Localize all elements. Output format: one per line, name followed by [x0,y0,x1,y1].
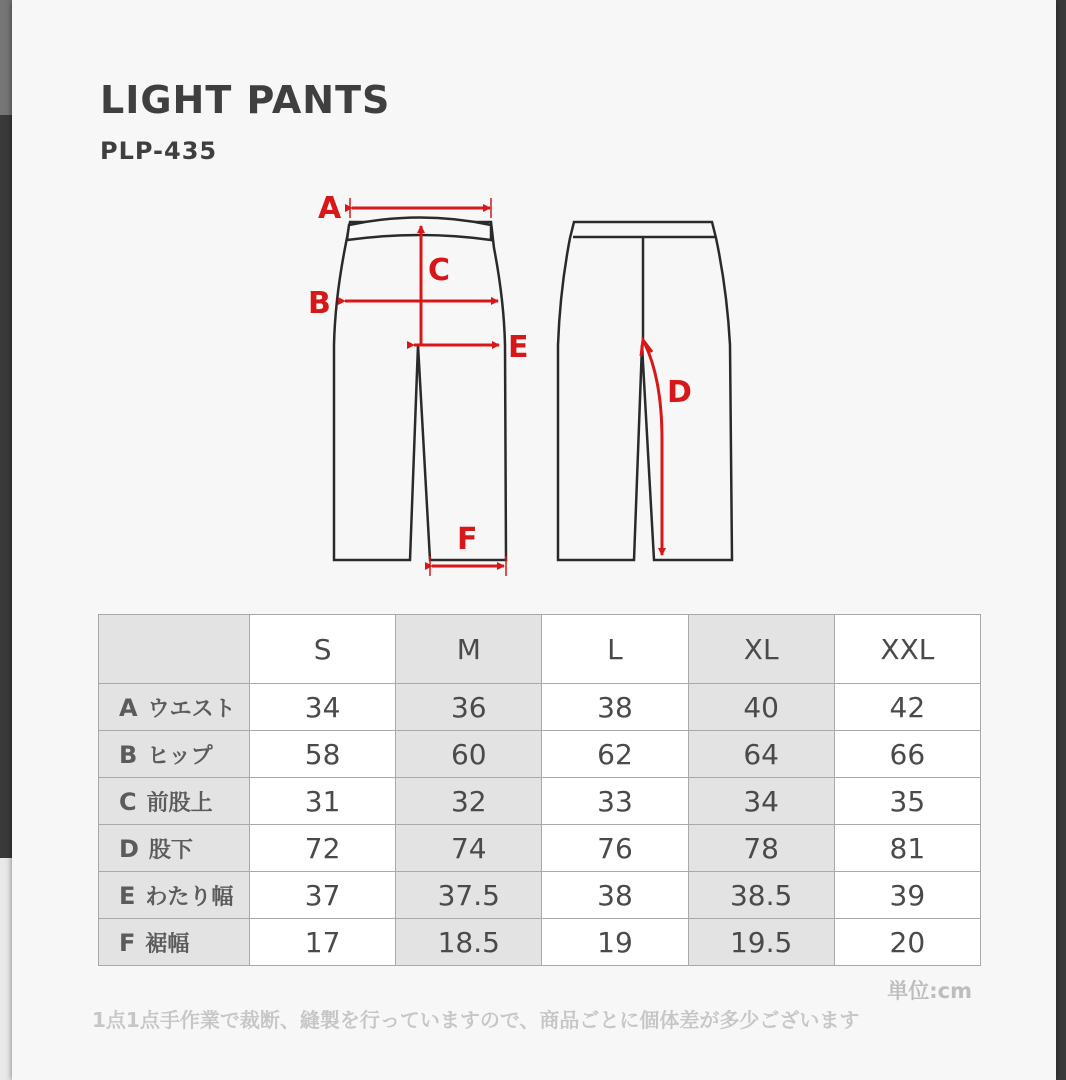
measure-name: 前股上 [146,790,213,816]
measure-value-cell: 58 [250,731,396,778]
measure-value-cell: 38.5 [688,872,834,919]
label-e: E [508,330,529,365]
measure-name: ウエスト [147,696,236,722]
measure-value-cell: 36 [396,684,542,731]
measure-value-cell: 33 [542,778,688,825]
measure-value-cell: 38 [542,684,688,731]
measure-letter: B [119,740,138,769]
table-row [99,872,981,919]
measure-value-cell: 42 [834,684,980,731]
measure-value-cell: 34 [250,684,396,731]
table-row [99,778,981,825]
size-header-s: S [250,615,396,684]
measure-value-cell: 20 [834,919,980,966]
pants-back-outline [558,222,732,560]
table-row [99,684,981,731]
pants-diagram [12,0,1056,600]
label-c: C [428,253,451,288]
measure-letter: F [119,928,136,957]
measure-value-cell: 60 [396,731,542,778]
size-chart-card [12,0,1056,1080]
measure-a-waist [350,198,491,218]
label-f: F [457,522,478,557]
measure-value-cell: 72 [250,825,396,872]
size-table [98,614,981,966]
table-row [99,919,981,966]
measure-value-cell: 64 [688,731,834,778]
measure-letter: A [119,693,138,722]
measure-name: 裾幅 [145,931,190,957]
background-panel [0,0,12,115]
measure-letter: E [119,881,136,910]
handmade-note: 1点1点手作業で裁断、縫製を行っていますので、商品ごとに個体差が多少ございます [92,1008,860,1032]
measure-value-cell: 38 [542,872,688,919]
measure-value-cell: 76 [542,825,688,872]
measure-value-cell: 66 [834,731,980,778]
table-row [99,825,981,872]
label-d: D [667,375,692,410]
measure-value-cell: 34 [688,778,834,825]
measure-name: ヒップ [147,743,213,769]
measure-row-label [99,872,250,919]
measure-value-cell: 78 [688,825,834,872]
size-header-xl: XL [688,615,834,684]
measure-row-label [99,825,250,872]
product-model-number: PLP-435 [100,137,218,165]
measure-value-cell: 19 [542,919,688,966]
product-title: LIGHT PANTS [100,78,391,122]
measure-row-label [99,919,250,966]
measure-name: わたり幅 [145,884,234,910]
size-header-xxl: XXL [834,615,980,684]
measure-letter: D [119,834,139,863]
measure-value-cell: 37 [250,872,396,919]
measure-value-cell: 32 [396,778,542,825]
measure-value-cell: 18.5 [396,919,542,966]
measure-value-cell: 81 [834,825,980,872]
measure-value-cell: 62 [542,731,688,778]
measure-value-cell: 40 [688,684,834,731]
measure-row-label [99,778,250,825]
label-a: A [318,191,342,226]
measure-value-cell: 17 [250,919,396,966]
measure-value-cell: 74 [396,825,542,872]
measure-row-label [99,684,250,731]
measure-value-cell: 31 [250,778,396,825]
background-panel [0,858,12,1080]
size-header-l: L [542,615,688,684]
table-corner-cell [99,615,250,684]
measure-value-cell: 37.5 [396,872,542,919]
measure-value-cell: 39 [834,872,980,919]
table-row [99,731,981,778]
size-header-m: M [396,615,542,684]
measure-value-cell: 35 [834,778,980,825]
measure-row-label [99,731,250,778]
measure-value-cell: 19.5 [688,919,834,966]
size-header-row [99,615,981,684]
unit-label: 単位:cm [887,979,972,1003]
label-b: B [308,286,331,321]
measure-name: 股下 [148,837,193,863]
measure-letter: C [119,787,137,816]
